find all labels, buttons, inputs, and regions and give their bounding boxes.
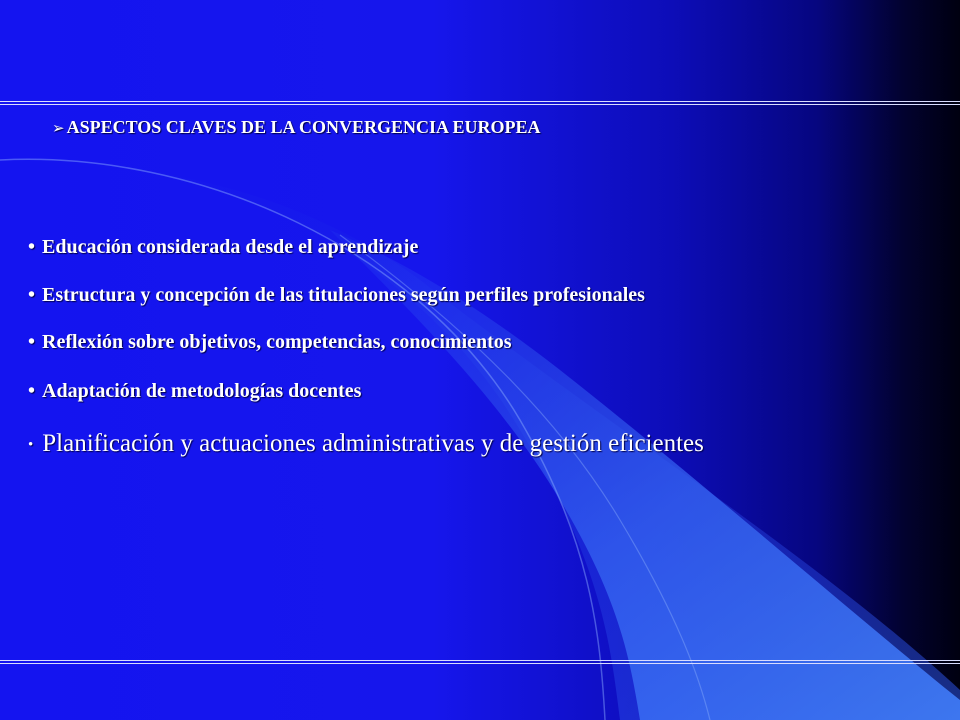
- bullet-item: [28, 430, 704, 458]
- slide-heading-text: ASPECTOS CLAVES DE LA CONVERGENCIA EUROPEA: [66, 117, 541, 137]
- bottom-divider: [0, 660, 960, 664]
- bullet-item: [28, 331, 512, 354]
- top-divider: [0, 101, 960, 105]
- arrow-bullet-icon: ➢: [52, 119, 65, 137]
- bullet-dot-icon: •: [28, 236, 36, 258]
- bullet-dot-icon: •: [28, 380, 36, 402]
- bullet-dot-icon: •: [28, 284, 36, 306]
- bullet-item-text: Educación considerada desde el aprendizaje: [42, 236, 419, 258]
- bullet-item: [28, 380, 361, 403]
- bullet-item-text: Estructura y concepción de las titulaciones según perfiles profesionales: [42, 284, 645, 306]
- bullet-item: [28, 236, 418, 259]
- bullet-item-text: Planificación y actuaciones administrativas y de gestión eficientes: [42, 430, 704, 457]
- bullet-dot-icon: •: [28, 437, 34, 453]
- bullet-item-text: Adaptación de metodologías docentes: [42, 380, 362, 402]
- slide-heading: [52, 117, 541, 138]
- bullet-item-text: Reflexión sobre objetivos, competencias, conocimientos: [42, 331, 512, 353]
- bullet-dot-icon: •: [28, 331, 36, 353]
- bullet-item: [28, 284, 645, 307]
